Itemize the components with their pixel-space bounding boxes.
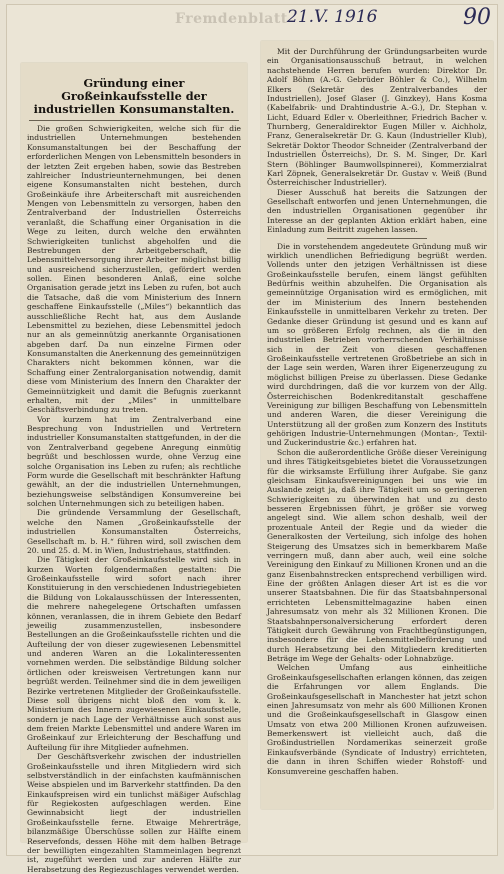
paragraph: Die Tätigkeit der Großeinkaufsstelle wird sich in kurzen Worten folgendermaßen gestalten: Die Großeinkaufsstelle wird sofort nach ihrer Konstituierung in den verschiedenen Industriegebieten die Bildung von Lokalausschüssen der Interessenten, die mehrere nahegelegene Ortschaften umfassen können, veranlassen, die in ihrem Gebiete den Bedarf jeweilig zusammenzustellen, insbesondere Bestellungen an die Großeinkaufsstelle richten und die Aufteilung der von dieser zugewiesenen Lebensmittel und anderen Waren an die Lokalinteressenten vornehmen werden. Die selbständige Bildung solcher örtlichen oder kreisweisen Vertretungen kann nur begrüßt werden. Teilnehmer sind die in dem jeweiligen Bezirke vertretenen Mitglieder der Großeinkaufsstelle. Diese soll übrigens nicht bloß den vom k. k. Ministerium des Innern zugewiesenen Einkaufsstelle, sondern je nach Lage der Verhältnisse auch sonst aus dem freien Markte Lebensmittel und andere Waren im Großeinkauf zur Erleichterung der Beschaffung und Aufteilung für ihre Mitglieder aufnehmen. — [27, 555, 241, 752]
newspaper-clipping-left — [21, 63, 247, 874]
paragraph: Die großen Schwierigkeiten, welche sich für die industriellen Unternehmungen bestehenden Konsumanstaltungen bei der Beschaffung der erforderlichen Mengen von Lebensmitteln besonders in der letzten Zeit ergeben haben, sowie das Bestreben zahlreicher Industrieunternehmungen, bei denen eigene Konsumanstalten nicht bestehen, durch Großeinkäufe ihre Arbeiterschaft mit ausreichenden Mengen von Lebensmitteln zu versorgen, haben den Zentralverband der Industriellen Österreichs veranlaßt, die Schaffung einer Organisation in die Wege zu leiten, durch welche den erwähnten Schwierigkeiten tunlichst abgeholfen und die Bestrebungen der Arbeitgeberschaft, die Lebensmittelversorgung ihrer Arbeiter möglichst billig und ausreichend sicherzustellen, gefördert werden sollen. Einen besonderen Anlaß, eine solche Organisation gerade jetzt ins Leben zu rufen, bot auch die Tatsache, daß die vom Ministerium des Innern geschaffene Einkaufsstelle („Miles“) bekanntlich das ausschließliche Recht hat, aus dem Auslande Lebensmittel zu beziehen, diese Lebensmittel jedoch nur an als gemeinnützig anerkannte Organisationen abgeben darf. Da nun einzelne Firmen oder Konsumanstalten die Anerkennung des gemeinnützigen Charakters nicht bekommen können, war die Schaffung einer Zentralorganisation notwendig, damit diese vom Ministerium des Innern den Charakter der Gemeinnützigkeit und damit die Befugnis zuerkannt erhalten, mit der „Miles“ in unmittelbare Geschäftsverbindung zu treten. — [27, 124, 241, 415]
archive-sheet — [6, 4, 498, 874]
paragraph: Welchen Umfang aus einheitliche Großeinkaufsgesellschaften erlangen können, das zeigen die Erfahrungen vor allem Englands. Die Großeinkaufsgesellschaft in Manchester hat jetzt schon einen Jahresumsatz von mehr als 600 Millionen Kronen und die Großeinkaufsgesellschaft in Glasgow einen Umsatz von etwa 200 Millionen Kronen aufzuweisen. Bemerkenswert ist vielleicht auch, daß die Großindustriellen Nordamerikas seinerzeit große Einkaufsverbände (Syndicate of Industry) errichteten, die dann in ihren Schiffen wieder Rohstoff- und Konsumvereine geschaffen haben. — [267, 663, 487, 776]
section-divider — [327, 238, 427, 239]
clipping-header — [7, 5, 497, 39]
handwritten-date: 21.V. 1916 — [287, 7, 378, 27]
paragraph: Dieser Ausschuß hat bereits die Satzungen der Gesellschaft entworfen und jenen Unternehmungen, die den industriellen Organisationen gegenüber ihr Interesse an der geplanten Aktion erklärt haben, eine Einladung zum Beitritt zugehen lassen. — [267, 187, 487, 235]
newspaper-source-stamp: Fremdenblatt — [175, 11, 288, 27]
paragraph: Die in vorstehendem angedeutete Gründung muß wir wirklich unendlichen Befriedigung begrüßt werden. Vollends unter den jetzigen Verhältnissen ist diese Großeinkaufsstelle berufen, einem längst gefühlten Bedürfnis weithin abzuhelfen. Die Organisation als gemeinnützige Organisation wird es ermöglichen, mit der im Ministerium des Innern bestehenden Einkaufsstelle in unmittelbaren Verkehr zu treten. Der Gedanke dieser Gründung ist gesund und es kann auf um so größeren Erfolg rechnen, als die in den industriellen Betrieben vorherrschenden Verhältnisse sich in der Zeit von diesen geschaffenen Großeinkaufsstelle vertretenen Großbetriebe an sich in der Lage sein werden, Waren ihrer Eigenerzeugung zu möglichst billigen Preise zu überlassen. Diese Gedanke wird durchdringen, daß die vor kurzem von der Allg. Österreichischen Bodenkreditanstalt geschaffene Vereinigung zur billigen Beschaffung von Lebensmitteln und anderen Waren, die dieser Vereinigung die Unterstützung all der großen zum Konzern des Instituts gehörigen Industrie-Unternehmungen (Montan-, Textil- und Zuckerindustrie &c.) erfahren hat. — [267, 241, 487, 448]
paragraph: Schon die außerordentliche Größe dieser Vereinigung und ihres Tätigkeitsgebietes bietet die Voraussetzungen für die wirksamste Erfüllung ihrer Aufgabe. Sie ganz gleichsam Einkaufsvereinigungen bei uns wie im Auslande zeigt ja, daß ihre Tätigkeit um so geringeren Schwierigkeiten zu überwinden hat und zu desto besseren Ergebnissen führt, je größer sie vorweg angelegt sind. Wie allem schon deshalb, weil der prozentuale Anteil der Regie und da wieder die Generalkosten der Verteilung, sich infolge des hohen Steigerung des Umsatzes sich in bemerkbarem Maße verringern muß, dann aber auch, weil eine solche Vereinigung den Einkauf zu Millionen Kronen und an die ganz Eisenbahnstrecken entsprechend verbilligen wird. Eine der größten Anlagen dieser Art ist es die vor unserer Staatsbahnen. Die für das Staatsbahnpersonal errichteten Lebensmittelmagazine haben einen Jahresumsatz von mehr als 32 Millionen Kronen. Die Staatsbahnpersonalversicherung erfordert deren Tätigkeit durch Gewährung von Frachtbegünstigungen, insbesondere für die Lebensmittelbeförderung und durch Herabsetzung bei den Mitgliedern kreditierten Beträge im Wege der Gehalts- oder Lohnabzüge. — [267, 447, 487, 663]
paragraph: Der Geschäftsverkehr zwischen der industriellen Großeinkaufsstelle und ihren Mitgliedern wird sich selbstverständlich in der einfachsten kaufmännischen Weise abspielen und im Barverkehr stattfinden. Da den Einkaufspreisen wird ein tunlichst mäßiger Aufschlag für Regiekosten aufgeschlagen werden. Eine Gewinnabsicht liegt der industriellen Großeinkaufsstelle ferne. Etwaige Mehrerträge, bilanzmäßige Überschüsse sollen zur Hälfte einem Reservefonds, dessen Höhe mit dem halben Betrage der bewilligten eingezahlten Stammeinlagen begrenzt ist, zugeführt werden und zur anderen Hälfte zur Herabsetzung des Regiezuschlages verwendet werden. — [27, 752, 241, 874]
handwritten-page-number: 90 — [463, 5, 491, 30]
article-column-right — [267, 47, 487, 776]
paragraph: Mit der Durchführung der Gründungsarbeiten wurde ein Organisationsausschuß betraut, in welchen nachstehende Herren berufen wurden: Direktor Dr. Adolf Böhm (A.-G. Gebrüder Böhler & Co.), Wilhelm Elkers (Sekretär des Zentralverbandes der Industriellen), Josef Glaser (J. Ginzkey), Hans Kosma (Kabelfabrik- und Drahtindustrie A.-G.), Dr. Stephan v. Licht, Eduard Edler v. Oberleithner, Friedrich Bacher v. Thurnberg, Generaldirektor Eugen Miller v. Aichholz, Franz, Generalsekretär Dr. G. Kaun (Industrieller Klub), Sekretär Doktor Theodor Schneider (Zentralverband der Industriellen Österreichs), Dr. S. M. Singer, Dr. Karl Stern (Böhlinger Baumwollspinnerei), Kommerzialrat Karl Zöpnek, Generalsekretär Dr. Gustav v. Weiß (Bund Österreichischer Industrieller). — [267, 47, 487, 188]
paragraph: Vor kurzem hat im Zentralverband eine Besprechung von Industriellen und Vertretern industrieller Konsumanstalten stattgefunden, in der die von Zentralverband gegebene Anregung einmütig begrüßt und beschlossen wurde, ohne Verzug eine solche Organisation ins Leben zu rufen; als rechtliche Form wurde die Gesellschaft mit beschränkter Haftung gewählt, an der die industriellen Unternehmungen, beziehungsweise selbständigen Konsumvereine bei solchen Unternehmungen sich zu beteiligen haben. — [27, 414, 241, 508]
title-divider — [29, 120, 239, 121]
article-column-left — [27, 124, 241, 874]
article-title: Gründung einer Großeinkaufsstelle der industriellen Konsumanstalten. — [33, 76, 235, 116]
newspaper-clipping-right — [261, 41, 493, 809]
paragraph: Die gründende Versammlung der Gesellschaft, welche den Namen „Großeinkaufsstelle der industriellen Konsumanstalten Österreichs, Gesellschaft m. b. H.“ führen wird, soll zwischen dem 20. und 25. d. M. in Wien, Industriehaus, stattfinden. — [27, 508, 241, 555]
